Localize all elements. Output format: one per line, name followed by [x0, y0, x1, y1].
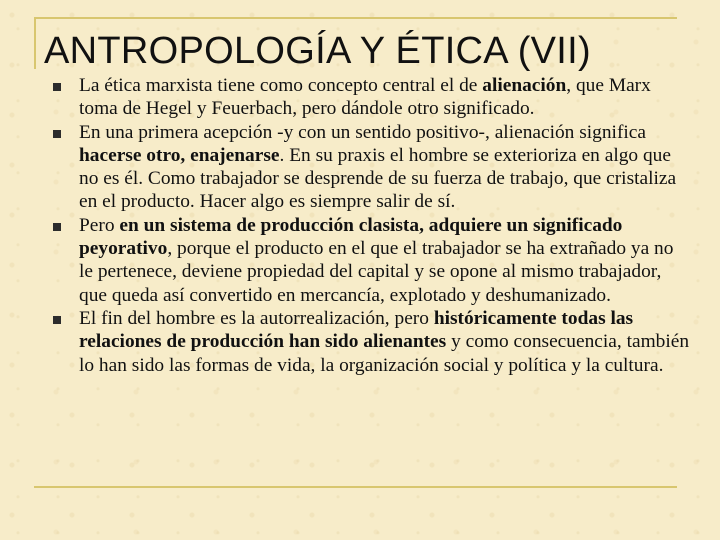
bullet-item: [46, 121, 690, 214]
bullet-text: El fin del hombre es la autorrealización, pero: [79, 307, 434, 329]
bullet-text: En una primera acepción -y con un sentido positivo-, alienación significa: [79, 121, 646, 143]
bullet-text-bold: históricamente todas las relaciones de producción han sido alienantes: [79, 307, 634, 353]
square-bullet-icon: [53, 83, 61, 91]
bullet-text: . En su praxis el hombre se exterioriza en algo que no es él. Como trabajador se desprende de su fuerza de trabajo, que cristaliza en el producto. Hacer algo es siempre salir de sí.: [79, 144, 677, 213]
title-rule-top: [34, 17, 677, 19]
slide-title: ANTROPOLOGÍA Y ÉTICA (VII): [44, 30, 591, 72]
bullet-item: [46, 214, 690, 307]
bullet-text-bold: en un sistema de producción clasista, adquiere un significado peyorativo: [79, 214, 623, 260]
bullet-text: , porque el producto en el que el trabajador se ha extrañado ya no le pertenece, deviene propiedad del capital y se opone al mismo trabajador, que queda así convertido en mercancía, explotado y deshumanizado.: [79, 238, 674, 306]
square-bullet-icon: [53, 223, 61, 231]
bullet-text: Pero: [79, 214, 120, 236]
bottom-rule: [34, 486, 677, 488]
bullet-text-bold: hacerse otro, enajenarse: [79, 144, 280, 166]
square-bullet-icon: [53, 130, 61, 138]
square-bullet-icon: [53, 316, 61, 324]
bullet-item: [46, 74, 690, 121]
title-rule-left: [34, 17, 36, 69]
bullet-item: [46, 307, 690, 377]
bullet-text: y como consecuencia, también lo han sido las formas de vida, la organización social y política y la cultura.: [79, 331, 690, 376]
bullet-text: , que Marx toma de Hegel y Feuerbach, pero dándole otro significado.: [79, 75, 651, 120]
bullet-text-bold: alienación: [482, 75, 567, 96]
bullet-text: La ética marxista tiene como concepto central el de: [79, 75, 483, 96]
bullet-list: [46, 74, 690, 377]
